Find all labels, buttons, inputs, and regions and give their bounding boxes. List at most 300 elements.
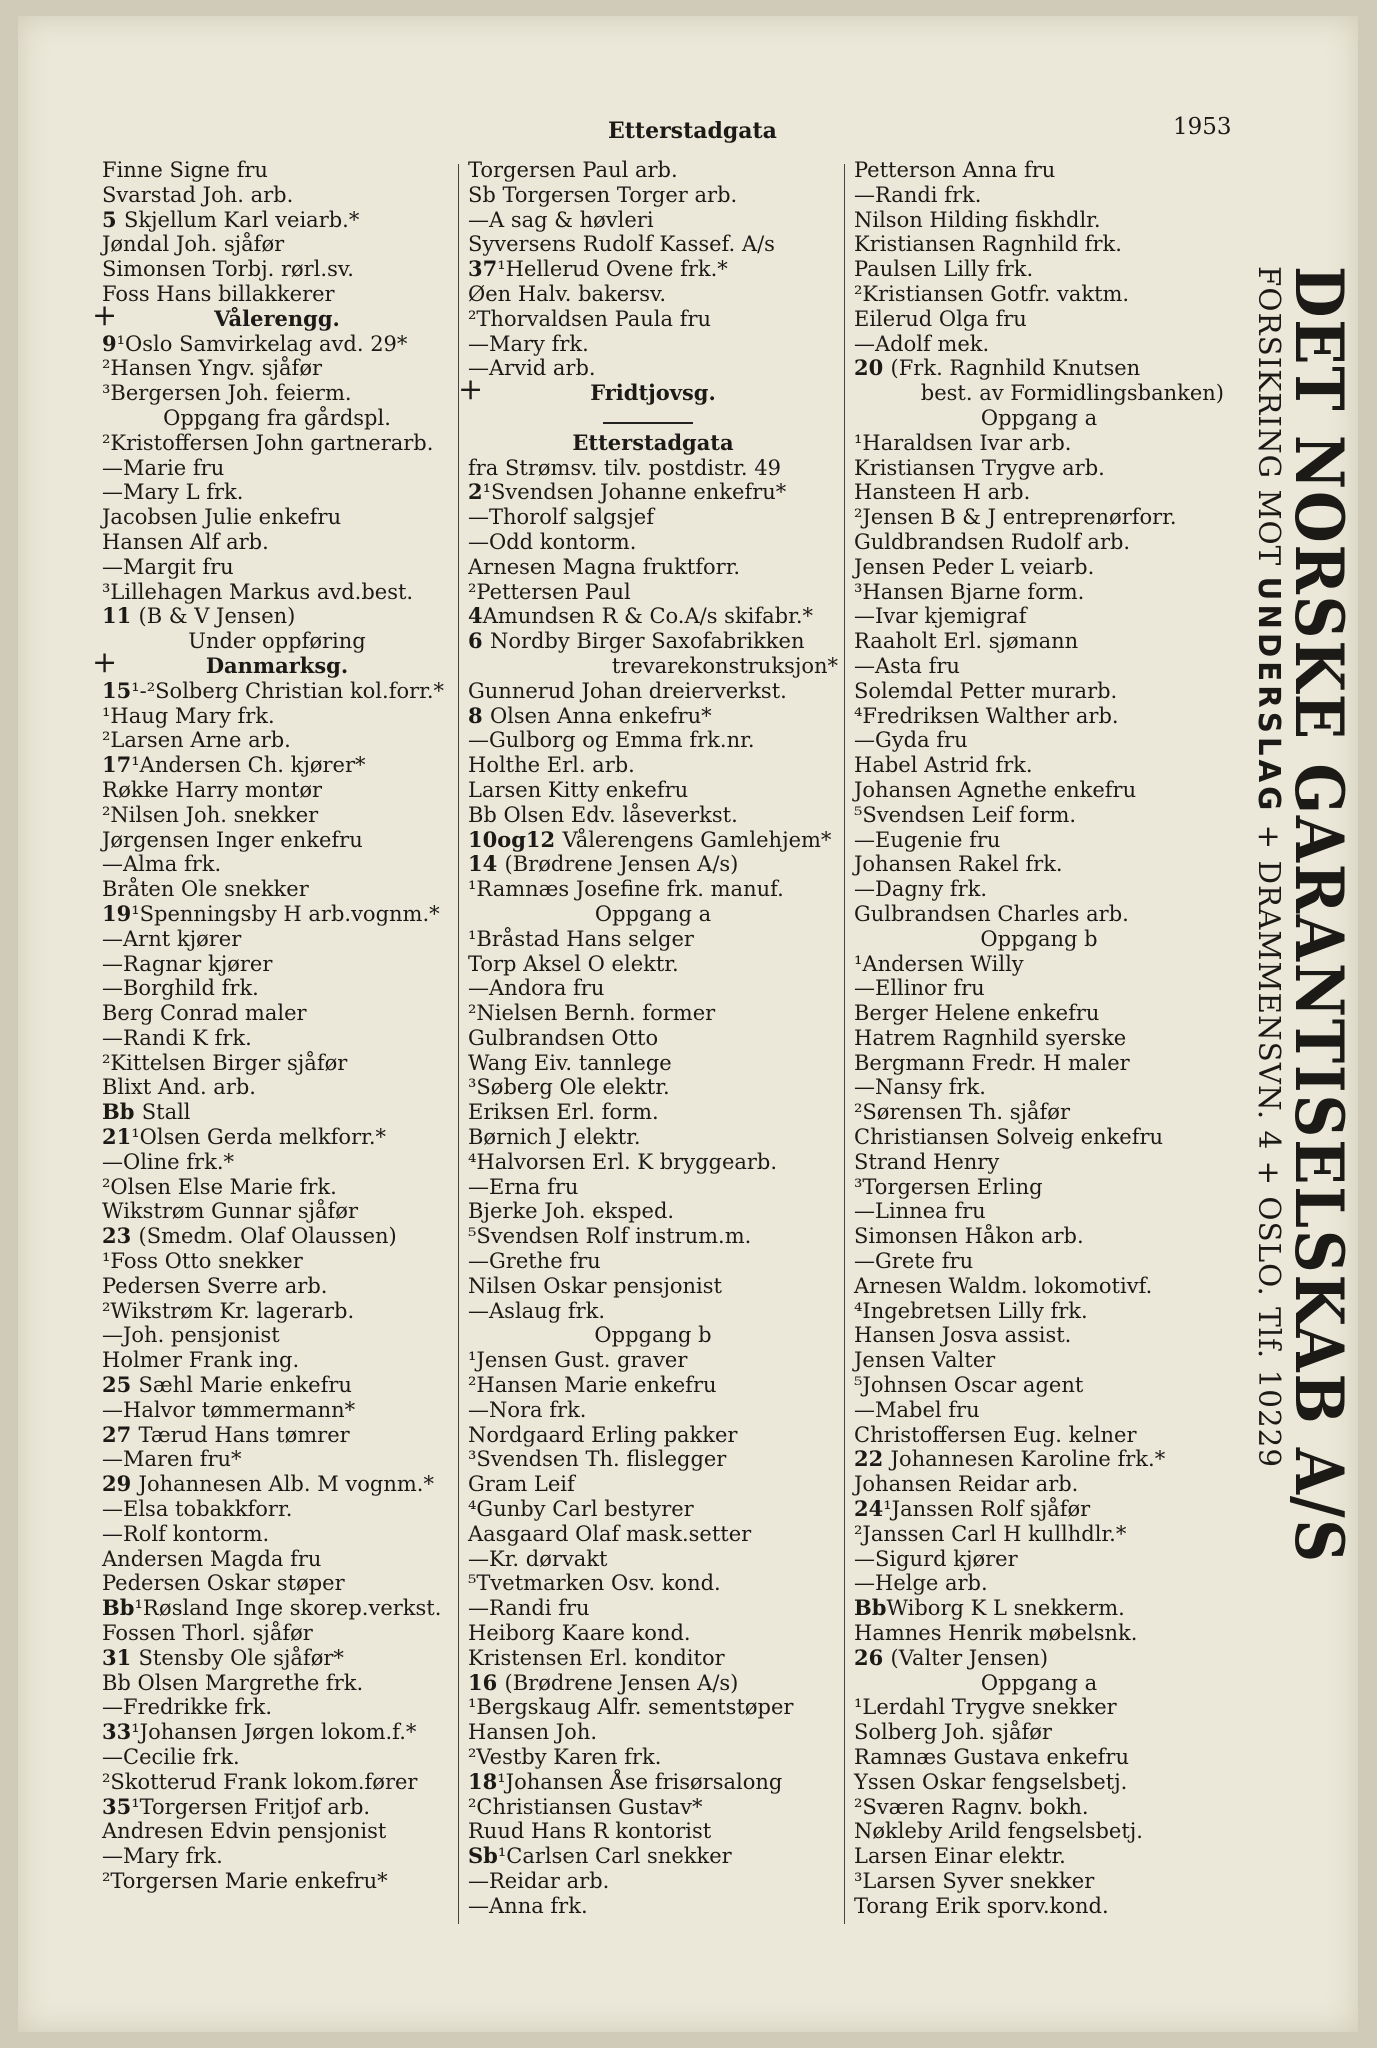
resident-entry: [854, 555, 1224, 580]
entry-text: (Smedm. Olaf Olaussen): [138, 1224, 397, 1249]
house-number: 5: [102, 206, 124, 232]
entry-text: (Brødrene Jensen A/s): [504, 852, 739, 877]
resident-entry: [468, 629, 838, 654]
entry-text: Arnesen Magna fruktforr.: [468, 554, 741, 579]
entry-text: ¹Røsland Inge skorep.verkst.: [134, 1596, 442, 1621]
resident-entry: [102, 1348, 452, 1373]
resident-entry: [854, 158, 1224, 183]
page-number: 1953: [1173, 114, 1232, 140]
entrance-label: [102, 629, 452, 654]
resident-entry: [468, 604, 838, 629]
entry-text: ⁵Tvetmarken Osv. kond.: [468, 1571, 721, 1596]
entry-text: Solberg Joh. sjåfør: [854, 1720, 1052, 1745]
entry-text: Bjerke Joh. eksped.: [468, 1199, 675, 1224]
resident-entry: [102, 1175, 452, 1200]
entry-text: Christoffersen Eug. kelner: [854, 1422, 1137, 1447]
entry-text: Johansen Reidar arb.: [854, 1472, 1079, 1497]
entry-text: ¹Bergskaug Alfr. sementstøper: [468, 1695, 794, 1720]
entry-text: Johansen Agnethe enkefru: [854, 777, 1137, 802]
entry-text: —Adolf mek.: [854, 331, 990, 356]
resident-entry: [468, 356, 838, 381]
entry-text: Torgersen Paul arb.: [468, 158, 678, 182]
entry-text: —Elsa tobakkforr.: [102, 1497, 293, 1522]
resident-entry: [468, 332, 838, 357]
entry-text: Hatrem Ragnhild syerske: [854, 1025, 1127, 1050]
resident-entry: [854, 704, 1224, 729]
resident-entry: [854, 1001, 1224, 1026]
resident-entry: [102, 480, 452, 505]
entry-text: Blixt And. arb.: [102, 1075, 256, 1100]
resident-entry: [102, 1423, 452, 1448]
entry-text: ¹Foss Otto snekker: [102, 1249, 303, 1274]
entry-text: ²Hansen Marie enkefru: [468, 1373, 717, 1398]
entry-text: ²Pettersen Paul: [468, 579, 631, 604]
resident-entry: [468, 1026, 838, 1051]
entry-text: ³Søberg Ole elektr.: [468, 1075, 670, 1100]
entry-text: —Helge arb.: [854, 1571, 988, 1596]
entry-text: Skjellum Karl veiarb.*: [123, 207, 360, 232]
resident-entry: [468, 1522, 838, 1547]
section-heading: [468, 431, 838, 456]
resident-entry: [468, 555, 838, 580]
entry-text: —Arvid arb.: [468, 356, 596, 381]
entry-text: Hansen Josva assist.: [854, 1323, 1072, 1348]
cross-street: [92, 297, 452, 333]
resident-entry: [102, 852, 452, 877]
entry-text: Habel Astrid frk.: [854, 753, 1033, 778]
entry-text: ²Kittelsen Birger sjåfør: [102, 1050, 348, 1075]
cross-street-plus-icon: +: [458, 372, 484, 408]
resident-entry: [854, 1795, 1224, 1820]
resident-entry: [854, 852, 1224, 877]
entry-text: Nilson Hilding fiskhdlr.: [854, 207, 1101, 232]
entry-text: —Randi fru: [468, 1596, 590, 1621]
ad-tagline-suffix: + DRAMMENSVN. 4 + OSLO. Tlf. 10229: [1251, 814, 1286, 1469]
entry-text: —Reidar arb.: [468, 1868, 610, 1893]
resident-entry: [468, 257, 838, 282]
resident-entry: [854, 1720, 1224, 1745]
entry-text: —Ragnar kjører: [102, 951, 273, 976]
resident-entry: [102, 456, 452, 481]
resident-entry: [854, 654, 1224, 679]
street-header: Etterstadgata: [608, 118, 777, 144]
resident-entry: [854, 753, 1224, 778]
entry-text: ²Janssen Carl H kullhdlr.*: [854, 1521, 1127, 1546]
resident-entry: [854, 1323, 1224, 1348]
resident-entry: [468, 456, 838, 481]
entry-text: Nøkleby Arild fengselsbetj.: [854, 1819, 1143, 1844]
resident-entry: [102, 1671, 452, 1696]
resident-entry: [854, 1497, 1224, 1522]
house-number: 10og12: [468, 826, 563, 852]
resident-entry: [468, 803, 838, 828]
entry-text: ²Hansen Yngv. sjåfør: [102, 356, 322, 381]
entry-text: Svarstad Joh. arb.: [102, 182, 294, 207]
resident-entry: [102, 679, 452, 704]
vertical-advertisement: [1238, 266, 1358, 1826]
resident-entry: [468, 976, 838, 1001]
entry-text: —Halvor tømmermann*: [102, 1397, 356, 1422]
resident-entry: [102, 1770, 452, 1795]
entry-text: Larsen Einar elektr.: [854, 1844, 1066, 1869]
entry-text: ¹-²Solberg Christian kol.forr.*: [131, 678, 445, 703]
entry-text: —Mary frk.: [468, 331, 589, 356]
entry-text: ¹Johansen Åse frisørsalong: [497, 1769, 783, 1794]
resident-entry: [854, 1745, 1224, 1770]
entry-text: Tærud Hans tømrer: [138, 1422, 350, 1447]
ad-tagline-prefix: FORSIKRING MOT: [1251, 266, 1286, 577]
cross-street: [92, 644, 452, 680]
entry-text: Ramnæs Gustava enkefru: [854, 1745, 1129, 1769]
entry-text: —Mary frk.: [102, 1844, 223, 1869]
resident-entry: [102, 1844, 452, 1869]
entry-text: Kristensen Erl. konditor: [468, 1645, 725, 1670]
resident-entry: [468, 282, 838, 307]
entry-text: —Thorolf salgsjef: [468, 505, 654, 530]
resident-entry: [854, 1447, 1224, 1472]
entry-text: —Grethe fru: [468, 1249, 601, 1274]
resident-entry: [102, 282, 452, 307]
entry-text: Hansen Alf arb.: [102, 529, 269, 554]
resident-entry: [468, 828, 838, 853]
resident-entry: [468, 1819, 838, 1844]
resident-entry: [854, 1547, 1224, 1572]
resident-entry: [468, 1274, 838, 1299]
entry-text: —Gyda fru: [854, 728, 968, 753]
entry-text: ¹Andersen Ch. kjører*: [131, 753, 366, 778]
entry-text: —Anna frk.: [468, 1893, 588, 1918]
entry-text: —Aslaug frk.: [468, 1298, 606, 1323]
resident-entry: [854, 679, 1224, 704]
entry-text: Gulbrandsen Otto: [468, 1025, 659, 1050]
entry-text: Gunnerud Johan dreierverkst.: [468, 678, 787, 703]
resident-entry: [468, 505, 838, 530]
cross-street: [458, 372, 838, 408]
house-number: 15: [102, 677, 132, 703]
entry-text: —Mabel fru: [854, 1397, 980, 1422]
entry-text: Jensen Valter: [854, 1348, 996, 1373]
entry-text: ²Wikstrøm Kr. lagerarb.: [102, 1298, 355, 1323]
resident-entry: [102, 803, 452, 828]
entry-text: ²Christiansen Gustav*: [468, 1794, 703, 1819]
entry-text: (Brødrene Jensen A/s): [504, 1670, 739, 1695]
resident-entry: [854, 1423, 1224, 1448]
entry-text: ³Torgersen Erling: [854, 1174, 1043, 1199]
entry-text: Ruud Hans R kontorist: [468, 1819, 712, 1844]
entry-text: ¹Hellerud Ovene frk.*: [497, 257, 728, 282]
entry-text: Berg Conrad maler: [102, 1001, 307, 1026]
entry-text: —Randi frk.: [854, 182, 982, 207]
entry-text: Andresen Edvin pensjonist: [102, 1819, 387, 1844]
resident-entry: [854, 1894, 1224, 1919]
resident-entry: [468, 852, 838, 877]
entry-text: Finne Signe fru: [102, 158, 268, 182]
house-number: 9: [102, 330, 117, 356]
resident-entry: [854, 1274, 1224, 1299]
resident-entry: [468, 580, 838, 605]
entry-text: Larsen Kitty enkefru: [468, 777, 689, 802]
resident-entry: [102, 1026, 452, 1051]
resident-entry: [468, 1075, 838, 1100]
resident-entry: [468, 1695, 838, 1720]
resident-entry: [102, 1869, 452, 1894]
resident-entry: [102, 1373, 452, 1398]
entry-text: ²Olsen Else Marie frk.: [102, 1174, 337, 1199]
resident-entry: [854, 604, 1224, 629]
resident-entry: [102, 381, 452, 406]
entry-text: ¹Ramnæs Josefine frk. manuf.: [468, 877, 784, 902]
resident-entry: [468, 1596, 838, 1621]
house-number: 6: [468, 628, 490, 654]
entry-text: —Kr. dørvakt: [468, 1546, 608, 1571]
house-number: 25: [102, 1372, 139, 1398]
entry-text: Aasgaard Olaf mask.setter: [468, 1521, 752, 1546]
resident-entry: [854, 1175, 1224, 1200]
entry-text: Torp Aksel O elektr.: [468, 951, 679, 976]
entry-text: —Maren fru*: [102, 1447, 242, 1472]
resident-entry: [102, 952, 452, 977]
entry-text: Holmer Frank ing.: [102, 1348, 300, 1373]
resident-entry: [468, 1348, 838, 1373]
entry-text: ³Lillehagen Markus avd.best.: [102, 579, 414, 604]
entry-text: Simonsen Håkon arb.: [854, 1224, 1084, 1249]
entry-text: —Fredrikke frk.: [102, 1695, 272, 1720]
entry-text: Hansteen H arb.: [854, 480, 1031, 505]
resident-entry: [102, 356, 452, 381]
entry-text: —Alma frk.: [102, 852, 222, 877]
house-number: 35: [102, 1793, 132, 1819]
entry-text: Gulbrandsen Charles arb.: [854, 901, 1129, 926]
ad-tagline: [1251, 266, 1286, 1468]
resident-entry: [468, 1373, 838, 1398]
entry-text: ²Nilsen Joh. snekker: [102, 802, 319, 827]
entry-text: —Oline frk.*: [102, 1149, 234, 1174]
cross-street-name: Fridtjovsg.: [590, 380, 716, 406]
resident-entry: [468, 1150, 838, 1175]
resident-entry: [854, 1373, 1224, 1398]
entry-text: ¹Lerdahl Trygve snekker: [854, 1695, 1117, 1720]
resident-entry: [102, 976, 452, 1001]
entry-text: Oppgang a: [594, 901, 712, 926]
resident-entry: [468, 1224, 838, 1249]
resident-entry: [468, 927, 838, 952]
entry-text: Stensby Ole sjåfør*: [138, 1645, 344, 1670]
entry-text: Foss Hans billakkerer: [102, 281, 335, 306]
entry-text: —Borghild frk.: [102, 976, 259, 1001]
entry-text: (Frk. Ragnhild Knutsen: [890, 356, 1141, 381]
resident-entry: [468, 480, 838, 505]
resident-entry: [102, 158, 452, 183]
house-number: Bb: [102, 1595, 135, 1621]
resident-entry: [468, 208, 838, 233]
resident-entry: [102, 431, 452, 456]
entry-text: ²Vestby Karen frk.: [468, 1745, 662, 1769]
resident-entry: [854, 1125, 1224, 1150]
resident-entry: [468, 728, 838, 753]
resident-entry: [468, 232, 838, 257]
resident-entry: [102, 902, 452, 927]
resident-entry: [854, 1398, 1224, 1423]
resident-entry: [468, 1869, 838, 1894]
entry-text: ⁴Ingebretsen Lilly frk.: [854, 1298, 1088, 1323]
resident-entry: [854, 976, 1224, 1001]
entry-text: Oppgang a: [980, 405, 1098, 430]
resident-entry: [468, 1051, 838, 1076]
entry-text: —Grete fru: [854, 1249, 974, 1274]
house-number: 23: [102, 1223, 139, 1249]
entry-text: Oppgang b: [594, 1323, 712, 1348]
resident-entry: [102, 1274, 452, 1299]
resident-entry: [102, 1224, 452, 1249]
entry-text: Sb Torgersen Torger arb.: [468, 182, 738, 207]
entry-text: Bb Olsen Edv. låseverkst.: [468, 802, 738, 827]
entry-text: Øen Halv. bakersv.: [468, 281, 667, 306]
entry-text: Torang Erik sporv.kond.: [854, 1893, 1109, 1918]
entry-text: Raaholt Erl. sjømann: [854, 629, 1079, 654]
entrance-label: [102, 406, 452, 431]
resident-entry: [468, 1299, 838, 1324]
column-divider: [844, 164, 845, 1924]
entry-text: Nilsen Oskar pensjonist: [468, 1273, 722, 1298]
entry-text: ²Kristoffersen John gartnerarb.: [102, 430, 434, 455]
entry-text: ²Jensen B & J entreprenørforr.: [854, 505, 1177, 530]
resident-entry: [854, 456, 1224, 481]
house-number: 21: [102, 1124, 132, 1150]
resident-entry: [102, 1051, 452, 1076]
resident-entry: [102, 753, 452, 778]
entry-text: Olsen Anna enkefru*: [489, 703, 712, 728]
resident-entry: [102, 1745, 452, 1770]
resident-entry: [854, 778, 1224, 803]
resident-entry: [102, 555, 452, 580]
entry-text: trevarekonstruksjon*: [611, 653, 838, 678]
resident-entry: [468, 1199, 838, 1224]
resident-entry: [468, 1671, 838, 1696]
entry-text: Jørgensen Inger enkefru: [102, 827, 363, 852]
entry-text: ²Kristiansen Gotfr. vaktm.: [854, 281, 1130, 306]
entry-text: —Asta fru: [854, 653, 960, 678]
entry-text: —Andora fru: [468, 976, 605, 1001]
resident-entry: [468, 183, 838, 208]
resident-entry: [468, 1795, 838, 1820]
entry-text: ²Torgersen Marie enkefru*: [102, 1868, 388, 1893]
resident-entry: [854, 1472, 1224, 1497]
resident-entry: [854, 505, 1224, 530]
entry-text: Under oppføring: [188, 629, 366, 654]
resident-entry: [102, 828, 452, 853]
resident-entry: [854, 1051, 1224, 1076]
resident-entry: [102, 877, 452, 902]
resident-entry: [468, 1497, 838, 1522]
resident-entry: [854, 952, 1224, 977]
entry-text: ⁴Gunby Carl bestyrer: [468, 1497, 694, 1522]
entry-text: Jacobsen Julie enkefru: [102, 505, 342, 530]
resident-entry: [468, 1001, 838, 1026]
column-2: [458, 158, 838, 1919]
entry-text: ¹Jensen Gust. graver: [468, 1348, 688, 1373]
resident-entry: [102, 232, 452, 257]
entry-text: ⁴Halvorsen Erl. K bryggearb.: [468, 1149, 778, 1174]
resident-entry: [468, 877, 838, 902]
entry-text: Vålerengens Gamlehjem*: [562, 827, 832, 852]
entry-text: ³Hansen Bjarne form.: [854, 579, 1085, 604]
resident-entry: [102, 1001, 452, 1026]
resident-entry: [854, 877, 1224, 902]
cross-street-plus-icon: +: [92, 297, 118, 333]
resident-entry: [468, 1745, 838, 1770]
entry-text: Heiborg Kaare kond.: [468, 1621, 691, 1646]
entry-text: Røkke Harry montør: [102, 777, 323, 802]
resident-entry: [102, 1646, 452, 1671]
entry-text: Kristiansen Ragnhild frk.: [854, 232, 1122, 257]
resident-entry: [854, 480, 1224, 505]
entry-text: Jøndal Joh. sjåfør: [102, 232, 285, 257]
entry-text: ⁵Johnsen Oscar agent: [854, 1373, 1084, 1398]
resident-entry: [854, 1819, 1224, 1844]
resident-entry: [854, 1646, 1224, 1671]
entry-text: Kristiansen Trygve arb.: [854, 455, 1105, 480]
resident-entry: [468, 704, 838, 729]
resident-entry: [854, 1869, 1224, 1894]
resident-entry: [854, 530, 1224, 555]
entry-text: Syversens Rudolf Kassef. A/s: [468, 232, 775, 257]
entry-text: Børnich J elektr.: [468, 1125, 641, 1150]
house-number: 2: [468, 479, 483, 505]
resident-entry: [854, 208, 1224, 233]
entry-text: ¹Oslo Samvirkelag avd. 29*: [116, 331, 408, 356]
resident-entry: [102, 1720, 452, 1745]
resident-entry: [102, 1447, 452, 1472]
resident-entry: [468, 1447, 838, 1472]
entry-text: ¹Haraldsen Ivar arb.: [854, 430, 1072, 455]
resident-entry: [854, 431, 1224, 456]
entry-text: Johansen Rakel frk.: [854, 852, 1063, 877]
resident-entry: [854, 1150, 1224, 1175]
resident-entry: [854, 1224, 1224, 1249]
entrance-label: [854, 927, 1224, 952]
resident-entry: [854, 1075, 1224, 1100]
resident-entry: [468, 1249, 838, 1274]
entry-text: —Cecilie frk.: [102, 1745, 240, 1769]
resident-entry: [102, 1522, 452, 1547]
entry-text: Wikstrøm Gunnar sjåfør: [102, 1199, 358, 1224]
entry-text: ¹Janssen Rolf sjåfør: [883, 1497, 1091, 1522]
resident-entry: [468, 778, 838, 803]
entry-text: Oppgang a: [980, 1670, 1098, 1695]
house-number: 27: [102, 1421, 139, 1447]
entry-text: —Erna fru: [468, 1174, 579, 1199]
resident-entry: [468, 158, 838, 183]
resident-entry: [468, 1844, 838, 1869]
entry-text: —Ivar kjemigraf: [854, 604, 1027, 629]
entry-text: Strand Henry: [854, 1149, 1000, 1174]
entry-text: Petterson Anna fru: [854, 158, 1056, 182]
entry-text: —Dagny frk.: [854, 877, 988, 902]
resident-entry: [468, 1720, 838, 1745]
resident-entry: [102, 332, 452, 357]
entry-text: fra Strømsv. tilv. postdistr. 49: [468, 455, 782, 480]
entry-text: ¹Andersen Willy: [854, 951, 1024, 976]
entrance-label: [854, 406, 1224, 431]
entry-text: —Mary L frk.: [102, 480, 244, 505]
house-number: 4: [468, 603, 483, 629]
resident-entry: [102, 1695, 452, 1720]
column-3: [854, 158, 1224, 1919]
resident-entry: [854, 381, 1224, 406]
entry-text: Wang Eiv. tannlege: [468, 1050, 672, 1075]
resident-entry: [102, 1100, 452, 1125]
entry-text: —Margit fru: [102, 554, 234, 579]
